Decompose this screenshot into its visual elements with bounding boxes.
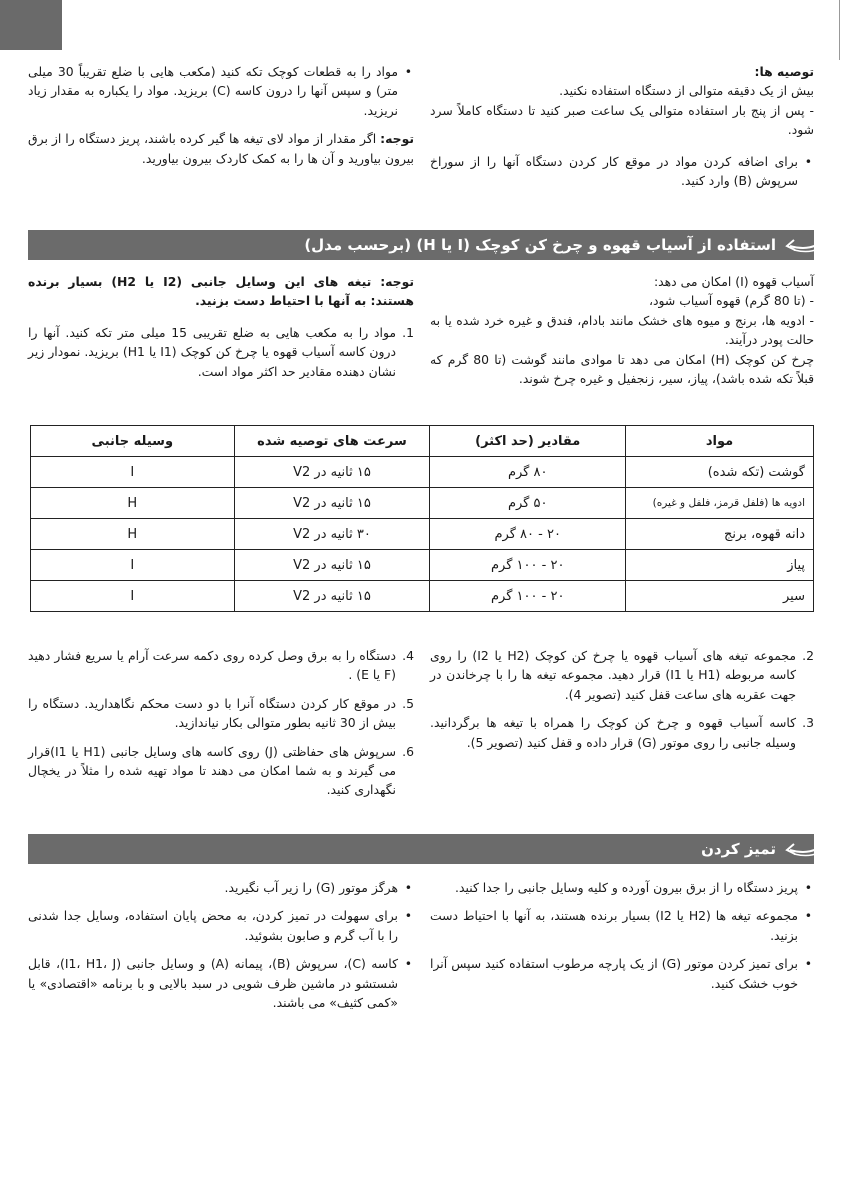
cell-accessory: I (31, 550, 235, 581)
cell-speed: ۱۵ ثانیه در V2 (234, 488, 430, 519)
recommendation-line-2: - پس از پنج بار استفاده متوالی یک ساعت صبر کنید تا دستگاه کاملاً سرد شود. (430, 102, 814, 138)
cell-ingredient: ادویه ها (فلفل قرمز، فلفل و غیره) (626, 488, 814, 519)
cell-accessory: I (31, 457, 235, 488)
blade-note-label: توجه: (380, 274, 415, 289)
grinder-line-1: آسیاب قهوه (I) امکان می دهد: (653, 274, 814, 289)
cleaning-left-column (28, 878, 414, 1021)
cell-ingredient: گوشت (تکه شده) (626, 457, 814, 488)
section-coffee-grinder-title: استفاده از آسیاب قهوه و چرخ کن کوچک (I یا H) (برحسب مدل) (304, 236, 776, 254)
recommendations-column (430, 62, 814, 199)
cell-quantity: ۸۰ گرم (430, 457, 626, 488)
table-row (31, 457, 814, 488)
cleaning-bullet: • برای سهولت در تمیز کردن، به محض پایان استفاده، وسایل جدا شدنی را با آب گرم و صابون بشوئید. (28, 906, 398, 945)
jam-note-text: اگر مقدار از مواد لای تیغه ها گیر کرده باشند، پریز دستگاه را از برق بیرون بیاورید و آن ها را به کمک کاردک بیرون بیاورید. (28, 131, 414, 166)
blade-warning-column (28, 272, 414, 390)
header-max-quantity: مقادیر (حد اکثر) (430, 426, 626, 457)
cell-accessory: I (31, 581, 235, 612)
header-ingredient: مواد (626, 426, 814, 457)
cleaning-bullet: • هرگز موتور (G) را زیر آب نگیرید. (28, 878, 398, 897)
table-row (31, 581, 814, 612)
cell-ingredient: پیاز (626, 550, 814, 581)
cell-speed: ۳۰ ثانیه در V2 (234, 519, 430, 550)
cell-speed: ۱۵ ثانیه در V2 (234, 550, 430, 581)
grinder-line-2: - (تا 80 گرم) قهوه آسیاب شود، (648, 293, 814, 309)
cell-quantity: ۲۰ - ۱۰۰ گرم (430, 550, 626, 581)
grinder-line-4: چرخ کن کوچک (H) امکان می دهد تا موادی مانند گوشت (تا 80 گرم که قبلاً تکه شده باشد)، پیاز، سیر، زنجفیل و غیره چرخ شوند. (430, 351, 815, 387)
step-6: 6. سرپوش های حفاظتی (J) روی کاسه های وسایل جانبی (H1 یا I1)قرار می گیرند و به شما امکان می دهند تا مواد تهیه شده را مثلاً در یخچال نگهداری کنید. (28, 742, 396, 800)
cell-ingredient: سیر (626, 581, 814, 612)
table-header-row (31, 426, 814, 457)
cell-speed: ۱۵ ثانیه در V2 (234, 581, 430, 612)
header-speed: سرعت های توصیه شده (234, 426, 430, 457)
section-cleaning-title: تمیز کردن (701, 840, 776, 858)
grinder-description-column (430, 272, 814, 388)
curved-arrow-icon (782, 834, 830, 864)
table-row (31, 550, 814, 581)
step-2: 2. مجموعه تیغه های آسیاب قهوه یا چرخ کن کوچک (H2 یا I2) را روی کاسه مربوطه (H1 یا I1) قرار دهید. مجموعه تیغه ها را با چرخاندن در جهت عقربه های ساعت قفل کنید (تصویر 4). (430, 646, 796, 704)
ingredients-column (28, 62, 414, 168)
recommendations-heading: توصیه ها: (754, 64, 814, 79)
cleaning-right-column (430, 878, 814, 1002)
cleaning-bullet: • مجموعه تیغه ها (H2 یا I2) بسیار برنده هستند، به آنها با احتیاط دست بزنید. (430, 906, 798, 945)
cell-speed: ۱۵ ثانیه در V2 (234, 457, 430, 488)
page-corner-tab (0, 0, 62, 50)
table-row (31, 488, 814, 519)
cleaning-bullet: • کاسه (C)، سرپوش (B)، پیمانه (A) و وسایل جانبی (I1، H1، J)، قابل شستشو در ماشین ظرف شویی در سبد بالایی و با برنامه «اقتصادی» یا «کمی کثیف» می باشند. (28, 954, 398, 1012)
page-edge-line (839, 0, 840, 60)
step-5: 5. در موقع کار کردن دستگاه آنرا با دو دست محکم نگاهدارید. دستگاه را بیش از 30 ثانیه بطور متوالی بکار نیاندازید. (28, 694, 396, 733)
cell-accessory: H (31, 488, 235, 519)
step-3: 3. کاسه آسیاب قهوه و چرخ کن کوچک را همراه با تیغه ها برگردانید. وسیله جانبی را روی موتور (G) قرار داده و قفل کنید (تصویر 5). (430, 713, 796, 752)
header-accessory: وسیله جانبی (31, 426, 235, 457)
cell-quantity: ۵۰ گرم (430, 488, 626, 519)
cleaning-bullet: • برای تمیز کردن موتور (G) از یک پارچه مرطوب استفاده کنید سپس آنرا خوب خشک کنید. (430, 954, 798, 993)
jam-note (28, 129, 414, 168)
cell-quantity: ۲۰ - ۸۰ گرم (430, 519, 626, 550)
section-coffee-grinder-bar (28, 230, 814, 260)
ingredients-bullet: • مواد را به قطعات کوچک تکه کنید (مکعب هایی با ضلع تقریباً 30 میلی متر) و سپس آنها را درون کاسه (C) بریزید. مواد را یکباره به مقدار زیاد نریزید. (28, 62, 398, 120)
grinder-line-3: - ادویه ها، برنج و میوه های خشک مانند بادام، فندق و غیره خرد شده یا به حالت پودر درآیند. (430, 312, 814, 348)
quantities-table (30, 425, 814, 612)
blade-note-text: تیغه های این وسایل جانبی (I2 یا H2) بسیار برنده هستند: به آنها با احتیاط دست بزنید. (28, 274, 414, 309)
curved-arrow-icon (782, 230, 830, 260)
recommendation-bullet: • برای اضافه کردن مواد در موقع کار کردن دستگاه آنها را از سوراخ سرپوش (B) وارد کنید. (430, 152, 798, 191)
cell-accessory: H (31, 519, 235, 550)
recommendation-line-1: بیش از یک دقیقه متوالی از دستگاه استفاده نکنید. (559, 83, 814, 99)
jam-note-label: توجه: (380, 131, 414, 147)
cell-quantity: ۲۰ - ۱۰۰ گرم (430, 581, 626, 612)
cleaning-bullet: • پریز دستگاه را از برق بیرون آورده و کلیه وسایل جانبی را جدا کنید. (430, 878, 798, 897)
section-cleaning-bar (28, 834, 814, 864)
steps-right-column (430, 646, 814, 761)
steps-left-column (28, 646, 414, 809)
blade-note (28, 272, 414, 311)
step-1: 1. مواد را به مکعب هایی به ضلع تقریبی 15 میلی متر تکه کنید. آنها را درون کاسه آسیاب قهوه یا چرخ کن کوچک (I1 یا H1) بریزید. نمودار زیر نشان دهنده مقادیر حد اکثر مواد است. (28, 323, 396, 381)
table-row (31, 519, 814, 550)
cell-ingredient: دانه قهوه، برنج (626, 519, 814, 550)
step-4: 4. دستگاه را به برق وصل کرده روی دکمه سرعت آرام یا سریع فشار دهید (F یا E) . (28, 646, 396, 685)
